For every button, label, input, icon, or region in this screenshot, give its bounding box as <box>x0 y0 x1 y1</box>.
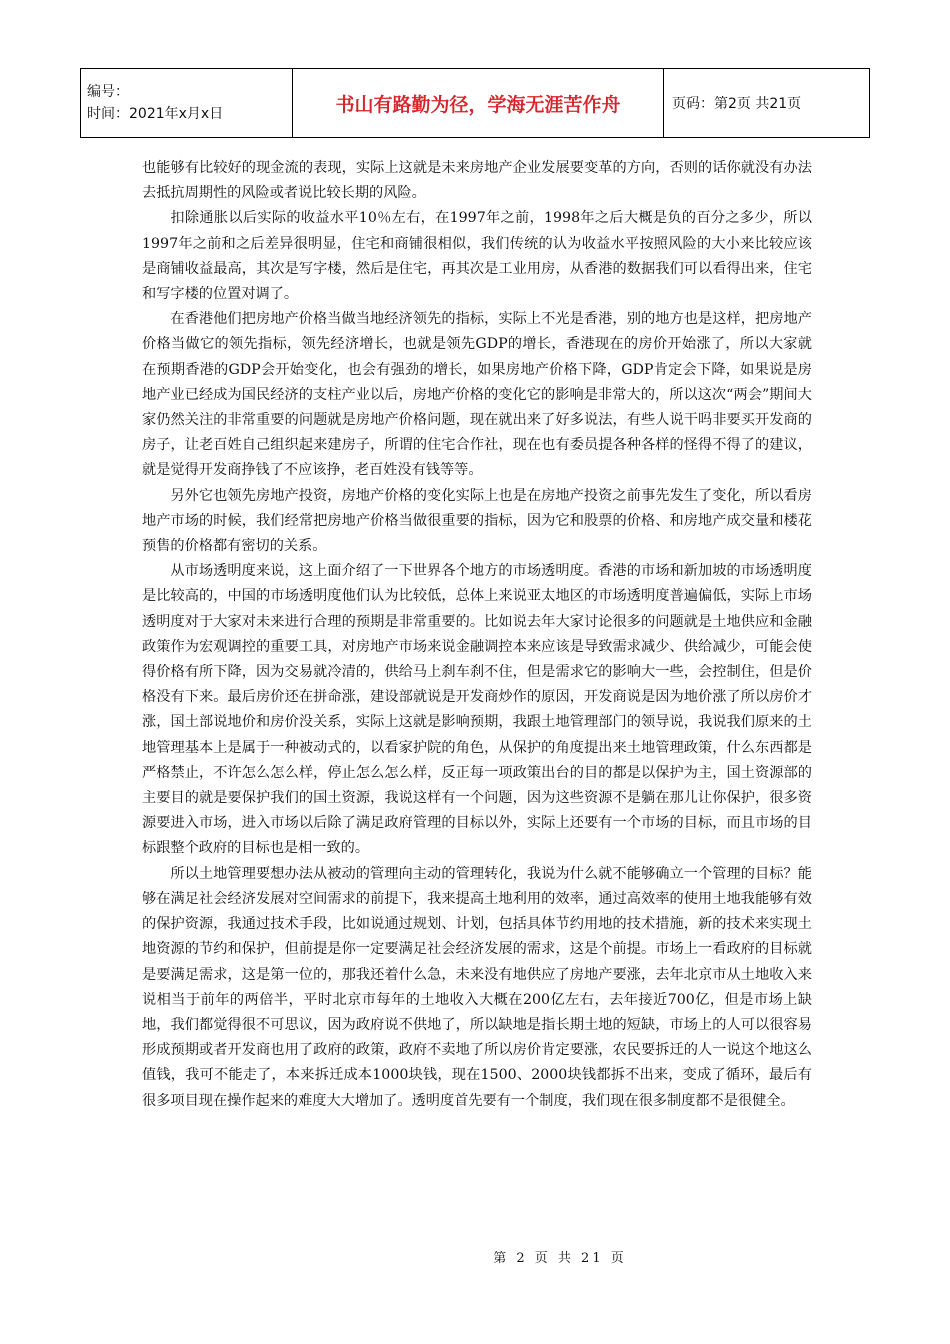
paragraph-1: 也能够有比较好的现金流的表现，实际上这就是未来房地产企业发展要变革的方向，否则的话你就没有办法去抵抗周期性的风险或者说比较长期的风险。 <box>142 160 812 202</box>
paragraph-2: 扣除通胀以后实际的收益水平10％左右，在1997年之前，1998年之后大概是负的百分之多少，所以1997年之前和之后差异很明显，住宅和商铺很相似，我们传统的认为收益水平按照风险的大小来比较应该是商铺收益最高，其次是写字楼，然后是住宅，再其次是工业用房，从香港的数据我们可以看得出来，住宅和写字楼的位置对调了。 <box>142 210 812 303</box>
paragraph-6: 所以土地管理要想办法从被动的管理向主动的管理转化，我说为什么就不能够确立一个管理的目标？能够在满足社会经济发展对空间需求的前提下，我来提高土地利用的效率，通过高效率的使用土地我能够有效的保护资源，我通过技术手段，比如说通过规划、计划，包括具体节约用地的技术措施，新的技术来实现土地资源的节约和保护，但前提是你一定要满足社会经济发展的需求，这是个前提。市场上一看政府的目标就是要满足需求，这是第一位的，那我还着什么急，未来没有地供应了房地产要涨，去年北京市从土地收入来说相当于前年的两倍半，平时北京市每年的土地收入大概在200亿左右，去年接近700亿，但是市场上缺地，我们都觉得很不可思议，因为政府说不供地了，所以缺地是指长期土地的短缺，市场上的人可以很容易形成预期或者开发商也用了政府的政策，政府不卖地了所以房价肯定要涨，农民要拆迁的人一说这个地这么值钱，我可不能走了，本来拆迁成本1000块钱，现在1500、2000块钱都拆不出来，变成了循环，最后有很多项目现在操作起来的难度大大增加了。透明度首先要有一个制度，我们现在很多制度都不是很健全。 <box>142 865 812 1109</box>
document-time-label: 时间：2021年x月x日 <box>87 106 224 122</box>
header-page-info: 页码：第2页 共21页 <box>664 69 870 138</box>
paragraph-4: 另外它也领先房地产投资，房地产价格的变化实际上也是在房地产投资之前事先发生了变化，所以看房地产市场的时候，我们经常把房地产价格当做很重要的指标，因为它和股票的价格、和房地产成交量和楼花预售的价格都有密切的关系。 <box>142 487 812 555</box>
header-meta <box>81 69 293 138</box>
document-body <box>142 156 812 1114</box>
page-header <box>80 68 870 138</box>
header-motto: 书山有路勤为径，学海无涯苦作舟 <box>293 69 664 138</box>
document-number-label: 编号： <box>87 84 129 100</box>
paragraph-5: 从市场透明度来说，这上面介绍了一下世界各个地方的市场透明度。香港的市场和新加坡的市场透明度是比较高的，中国的市场透明度他们认为比较低，总体上来说亚太地区的市场透明度普遍偏低，实际上市场透明度对于大家对未来进行合理的预期是非常重要的。比如说去年大家讨论很多的问题就是土地供应和金融政策作为宏观调控的重要工具，对房地产市场来说金融调控本来应该是导致需求减少、供给减少，可能会使得价格有所下降，因为交易就冷清的，供给马上刹车刹不住，但是需求它的影响大一些，会控制住，但是价格没有下来。最后房价还在拼命涨，建设部就说是开发商炒作的原因，开发商说是因为地价涨了所以房价才涨，国土部说地价和房价没关系，实际上这就是影响预期，我跟土地管理部门的领导说，我说我们原来的土地管理基本上是属于一种被动式的，以看家护院的角色，从保护的角度提出来土地管理政策，什么东西都是严格禁止，不许怎么怎么样，停止怎么怎么样，反正每一项政策出台的目的都是以保护为主，国土资源部的主要目的就是要保护我们的国土资源，我说这样有一个问题，因为这些资源不是躺在那儿让你保护，很多资源要进入市场，进入市场以后除了满足政府管理的目标以外，实际上还要有一个市场的目标，而且市场的目标跟整个政府的目标也是相一致的。 <box>142 563 812 857</box>
paragraph-3: 在香港他们把房地产价格当做当地经济领先的指标，实际上不光是香港，别的地方也是这样，把房地产价格当做它的领先指标，领先经济增长，也就是领先GDP的增长，香港现在的房价开始涨了，所以大家就在预期香港的GDP会开始变化，也会有强劲的增长，如果房地产价格下降，GDP肯定会下降，如果说是房地产业已经成为国民经济的支柱产业以后，房地产价格的变化它的影响是非常大的，所以这次“两会”期间大家仍然关注的非常重要的问题就是房地产价格问题，现在就出来了好多说法，有些人说干吗非要买开发商的房子，让老百姓自己组织起来建房子，所谓的住宅合作社，现在也有委员提各种各样的怪得不得了的建议，就是觉得开发商挣钱了不应该挣，老百姓没有钱等等。 <box>142 311 812 479</box>
page-footer: 第 2 页 共 21 页 <box>493 1251 627 1266</box>
